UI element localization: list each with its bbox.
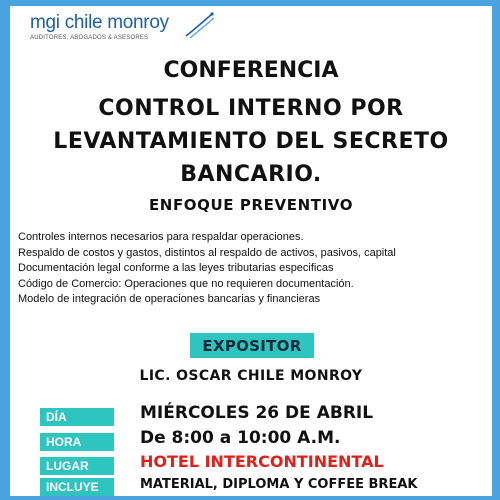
event-subtitle: ENFOQUE PREVENTIVO — [148, 196, 354, 214]
expositor-badge — [190, 333, 314, 358]
includes-value: MATERIAL, DIPLOMA Y COFFEE BREAK — [140, 477, 418, 492]
event-title-line-3: BANCARIO. — [180, 162, 322, 187]
speaker-name: LIC. OSCAR CHILE MONROY — [139, 368, 363, 384]
venue-label: LUGAR — [40, 457, 114, 475]
logo-tagline: AUDITORES, ABOGADOS & ASESORES — [30, 35, 149, 41]
day-value: MIÉRCOLES 26 DE ABRIL — [140, 403, 374, 423]
event-title-line-2: LEVANTAMIENTO DEL SECRETO — [53, 129, 449, 154]
day-label: DÍA — [40, 408, 114, 426]
venue-value: HOTEL INTERCONTINENTAL — [140, 452, 384, 471]
includes-label: INCLUYE — [40, 478, 114, 496]
time-label: HORA — [40, 433, 114, 451]
logo-wordmark: mgi chile monroy — [30, 12, 169, 33]
topic-item: Respaldo de costos y gastos, distintos al respaldo de activos, pasivos, capital — [18, 246, 396, 259]
time-value: De 8:00 a 10:00 A.M. — [140, 428, 341, 448]
flyer-card — [10, 6, 492, 496]
event-title-line-1: CONTROL INTERNO POR — [98, 96, 404, 121]
company-logo — [30, 12, 220, 52]
swoosh-icon — [182, 10, 216, 40]
topic-item: Código de Comercio: Operaciones que no requieren documentación. — [18, 277, 354, 290]
expositor-label: EXPOSITOR — [202, 336, 302, 355]
topic-item: Documentación legal conforme a las leyes tributarias especificas — [18, 262, 334, 274]
topic-item: Controles internos necesarios para respaldar operaciones. — [18, 231, 304, 243]
topic-item: Modelo de integración de operaciones bancarias y financieras — [18, 293, 321, 305]
topics-list — [18, 230, 492, 308]
event-type-heading: CONFERENCIA — [163, 58, 339, 83]
